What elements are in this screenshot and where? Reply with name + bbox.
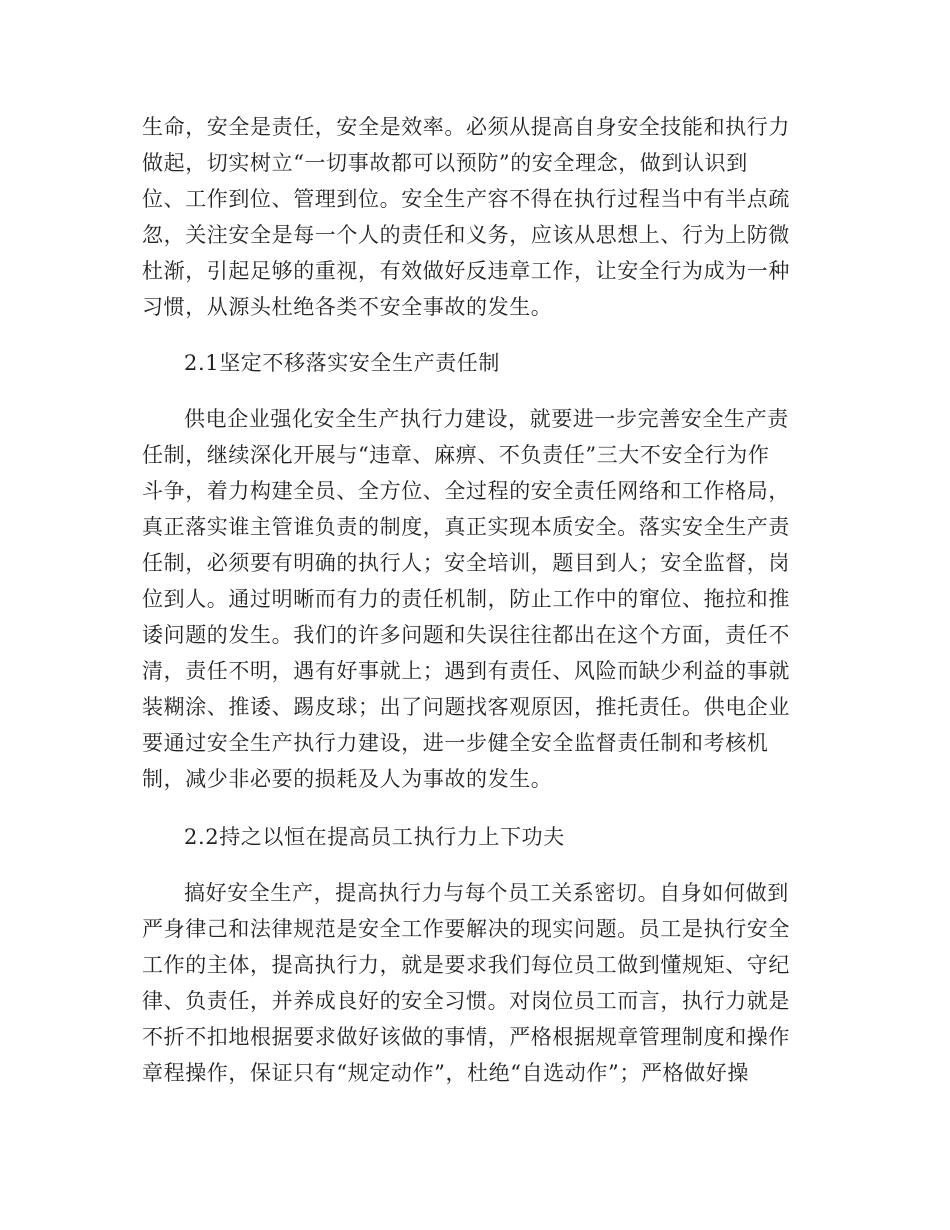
paragraph-line: 工作的主体，提高执行力，就是要求我们每位员工做到懂规矩、守纪	[142, 953, 790, 977]
paragraph-line: 清，责任不明，遇有好事就上；遇到有责任、风险而缺少利益的事就	[142, 659, 790, 683]
paragraph-line: 严身律己和法律规范是安全工作要解决的现实问题。员工是执行安全	[142, 917, 790, 941]
paragraph-line: 制，减少非必要的损耗及人为事故的发生。	[142, 767, 553, 791]
paragraph-line: 任制，必须要有明确的执行人；安全培训，题目到人；安全监督，岗	[142, 551, 790, 575]
paragraph-line: 不折不扣地根据要求做好该做的事情，严格根据规章管理制度和操作	[142, 1025, 790, 1049]
paragraph-line: 真正落实谁主管谁负责的制度，真正实现本质安全。落实安全生产责	[142, 515, 790, 539]
paragraph-line: 供电企业强化安全生产执行力建设，就要进一步完善安全生产责	[184, 407, 789, 431]
paragraph-line: 习惯，从源头杜绝各类不安全事故的发生。	[142, 295, 553, 319]
paragraph-line: 诿问题的发生。我们的许多问题和失误往往都出在这个方面，责任不	[142, 623, 790, 647]
paragraph-line: 忽，关注安全是每一个人的责任和义务，应该从思想上、行为上防微	[142, 223, 790, 247]
paragraph-line: 要通过安全生产执行力建设，进一步健全安全监督责任制和考核机	[142, 731, 769, 755]
paragraph-line: 位、工作到位、管理到位。安全生产容不得在执行过程当中有半点疏	[142, 187, 790, 211]
paragraph-line: 搞好安全生产，提高执行力与每个员工关系密切。自身如何做到	[184, 881, 789, 905]
paragraph-line: 任制，继续深化开展与“违章、麻痹、不负责任”三大不安全行为作	[142, 443, 770, 467]
paragraph-line: 斗争，着力构建全员、全方位、全过程的安全责任网络和工作格局，	[142, 479, 790, 503]
paragraph-line: 杜渐，引起足够的重视，有效做好反违章工作，让安全行为成为一种	[142, 259, 790, 283]
section-heading: 2.1坚定不移落实安全生产责任制	[184, 351, 500, 375]
paragraph-line: 做起，切实树立“一切事故都可以预防”的安全理念，做到认识到	[142, 151, 748, 175]
paragraph-line: 章程操作，保证只有“规定动作”，杜绝“自选动作”；严格做好操	[142, 1061, 749, 1085]
section-heading: 2.2持之以恒在提高员工执行力上下功夫	[184, 825, 565, 849]
paragraph-line: 装糊涂、推诿、踢皮球；出了问题找客观原因，推托责任。供电企业	[142, 695, 790, 719]
paragraph-line: 位到人。通过明晰而有力的责任机制，防止工作中的窜位、拖拉和推	[142, 587, 790, 611]
paragraph-line: 律、负责任，并养成良好的安全习惯。对岗位员工而言，执行力就是	[142, 989, 790, 1013]
paragraph-line: 生命，安全是责任，安全是效率。必须从提高自身安全技能和执行力	[142, 115, 790, 139]
